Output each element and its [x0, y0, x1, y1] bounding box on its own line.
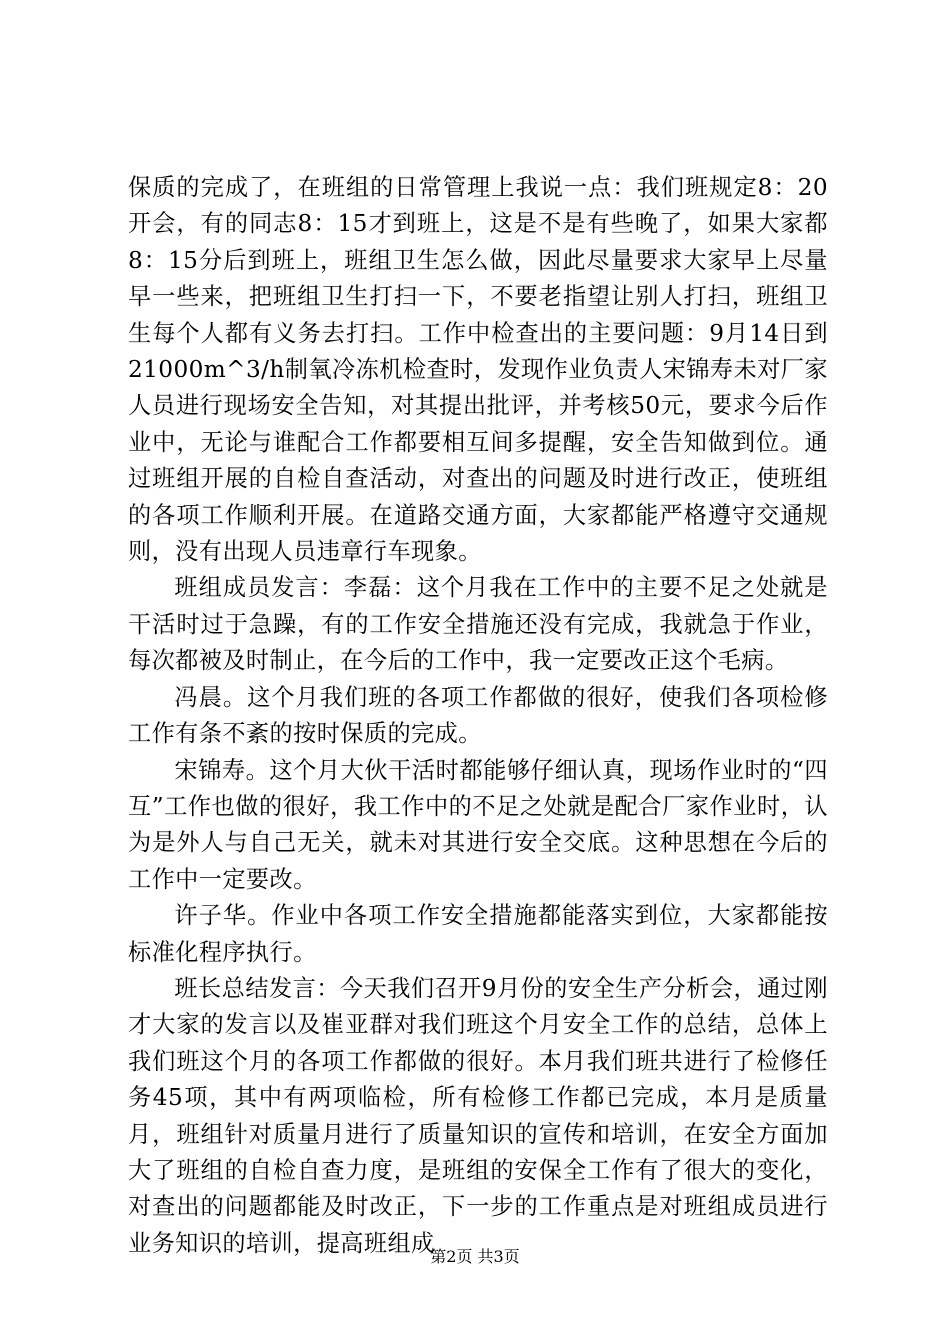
paragraph-xu-zihua: 许子华。作业中各项工作安全措施都能落实到位，大家都能按标准化程序执行。 [128, 902, 828, 966]
document-body [128, 170, 828, 1262]
paragraph-member-speech-li-lei: 班组成员发言：李磊：这个月我在工作中的主要不足之处就是干活时过于急躁，有的工作安全措施还没有完成，我就急于作业，每次都被及时制止，在今后的工作中，我一定要改正这个毛病。 [128, 574, 828, 675]
page-footer: 第2页 共3页 [430, 1247, 520, 1266]
paragraph-song-jinshou: 宋锦寿。这个月大伙干活时都能够仔细认真，现场作业时的“四互”工作也做的很好，我工作中的不足之处就是配合厂家作业时，认为是外人与自己无关，就未对其进行安全交底。这种思想在今后的工作中一定要改。 [128, 756, 828, 893]
paragraph-continuation: 保质的完成了，在班组的日常管理上我说一点：我们班规定8：20开会，有的同志8：15才到班上，这是不是有些晚了，如果大家都8：15分后到班上，班组卫生怎么做，因此尽量要求大家早上尽量早一些来，把班组卫生打扫一下，不要老指望让别人打扫，班组卫生每个人都有义务去打扫。工作中检查出的主要问题：9月14日到21000m^3/h制氧冷冻机检查时，发现作业负责人宋锦寿未对厂家人员进行现场安全告知，对其提出批评，并考核50元，要求今后作业中，无论与谁配合工作都要相互间多提醒，安全告知做到位。通过班组开展的自检自查活动，对查出的问题及时进行改正，使班组的各项工作顺利开展。在道路交通方面，大家都能严格遵守交通规则，没有出现人员违章行车现象。 [128, 174, 828, 566]
paragraph-feng-chen: 冯晨。这个月我们班的各项工作都做的很好，使我们各项检修工作有条不紊的按时保质的完成。 [128, 683, 828, 748]
paragraph-leader-summary: 班长总结发言：今天我们召开9月份的安全生产分析会，通过刚才大家的发言以及崔亚群对我们班这个月安全工作的总结，总体上我们班这个月的各项工作都做的很好。本月我们班共进行了检修任务45项，其中有两项临检，所有检修工作都已完成，本月是质量月，班组针对质量月进行了质量知识的宣传和培训，在安全方面加大了班组的自检自查力度，是班组的安保全工作有了很大的变化，对查出的问题都能及时改正，下一步的工作重点是对班组成员进行业务知识的培训，提高班组成 [128, 974, 828, 1257]
